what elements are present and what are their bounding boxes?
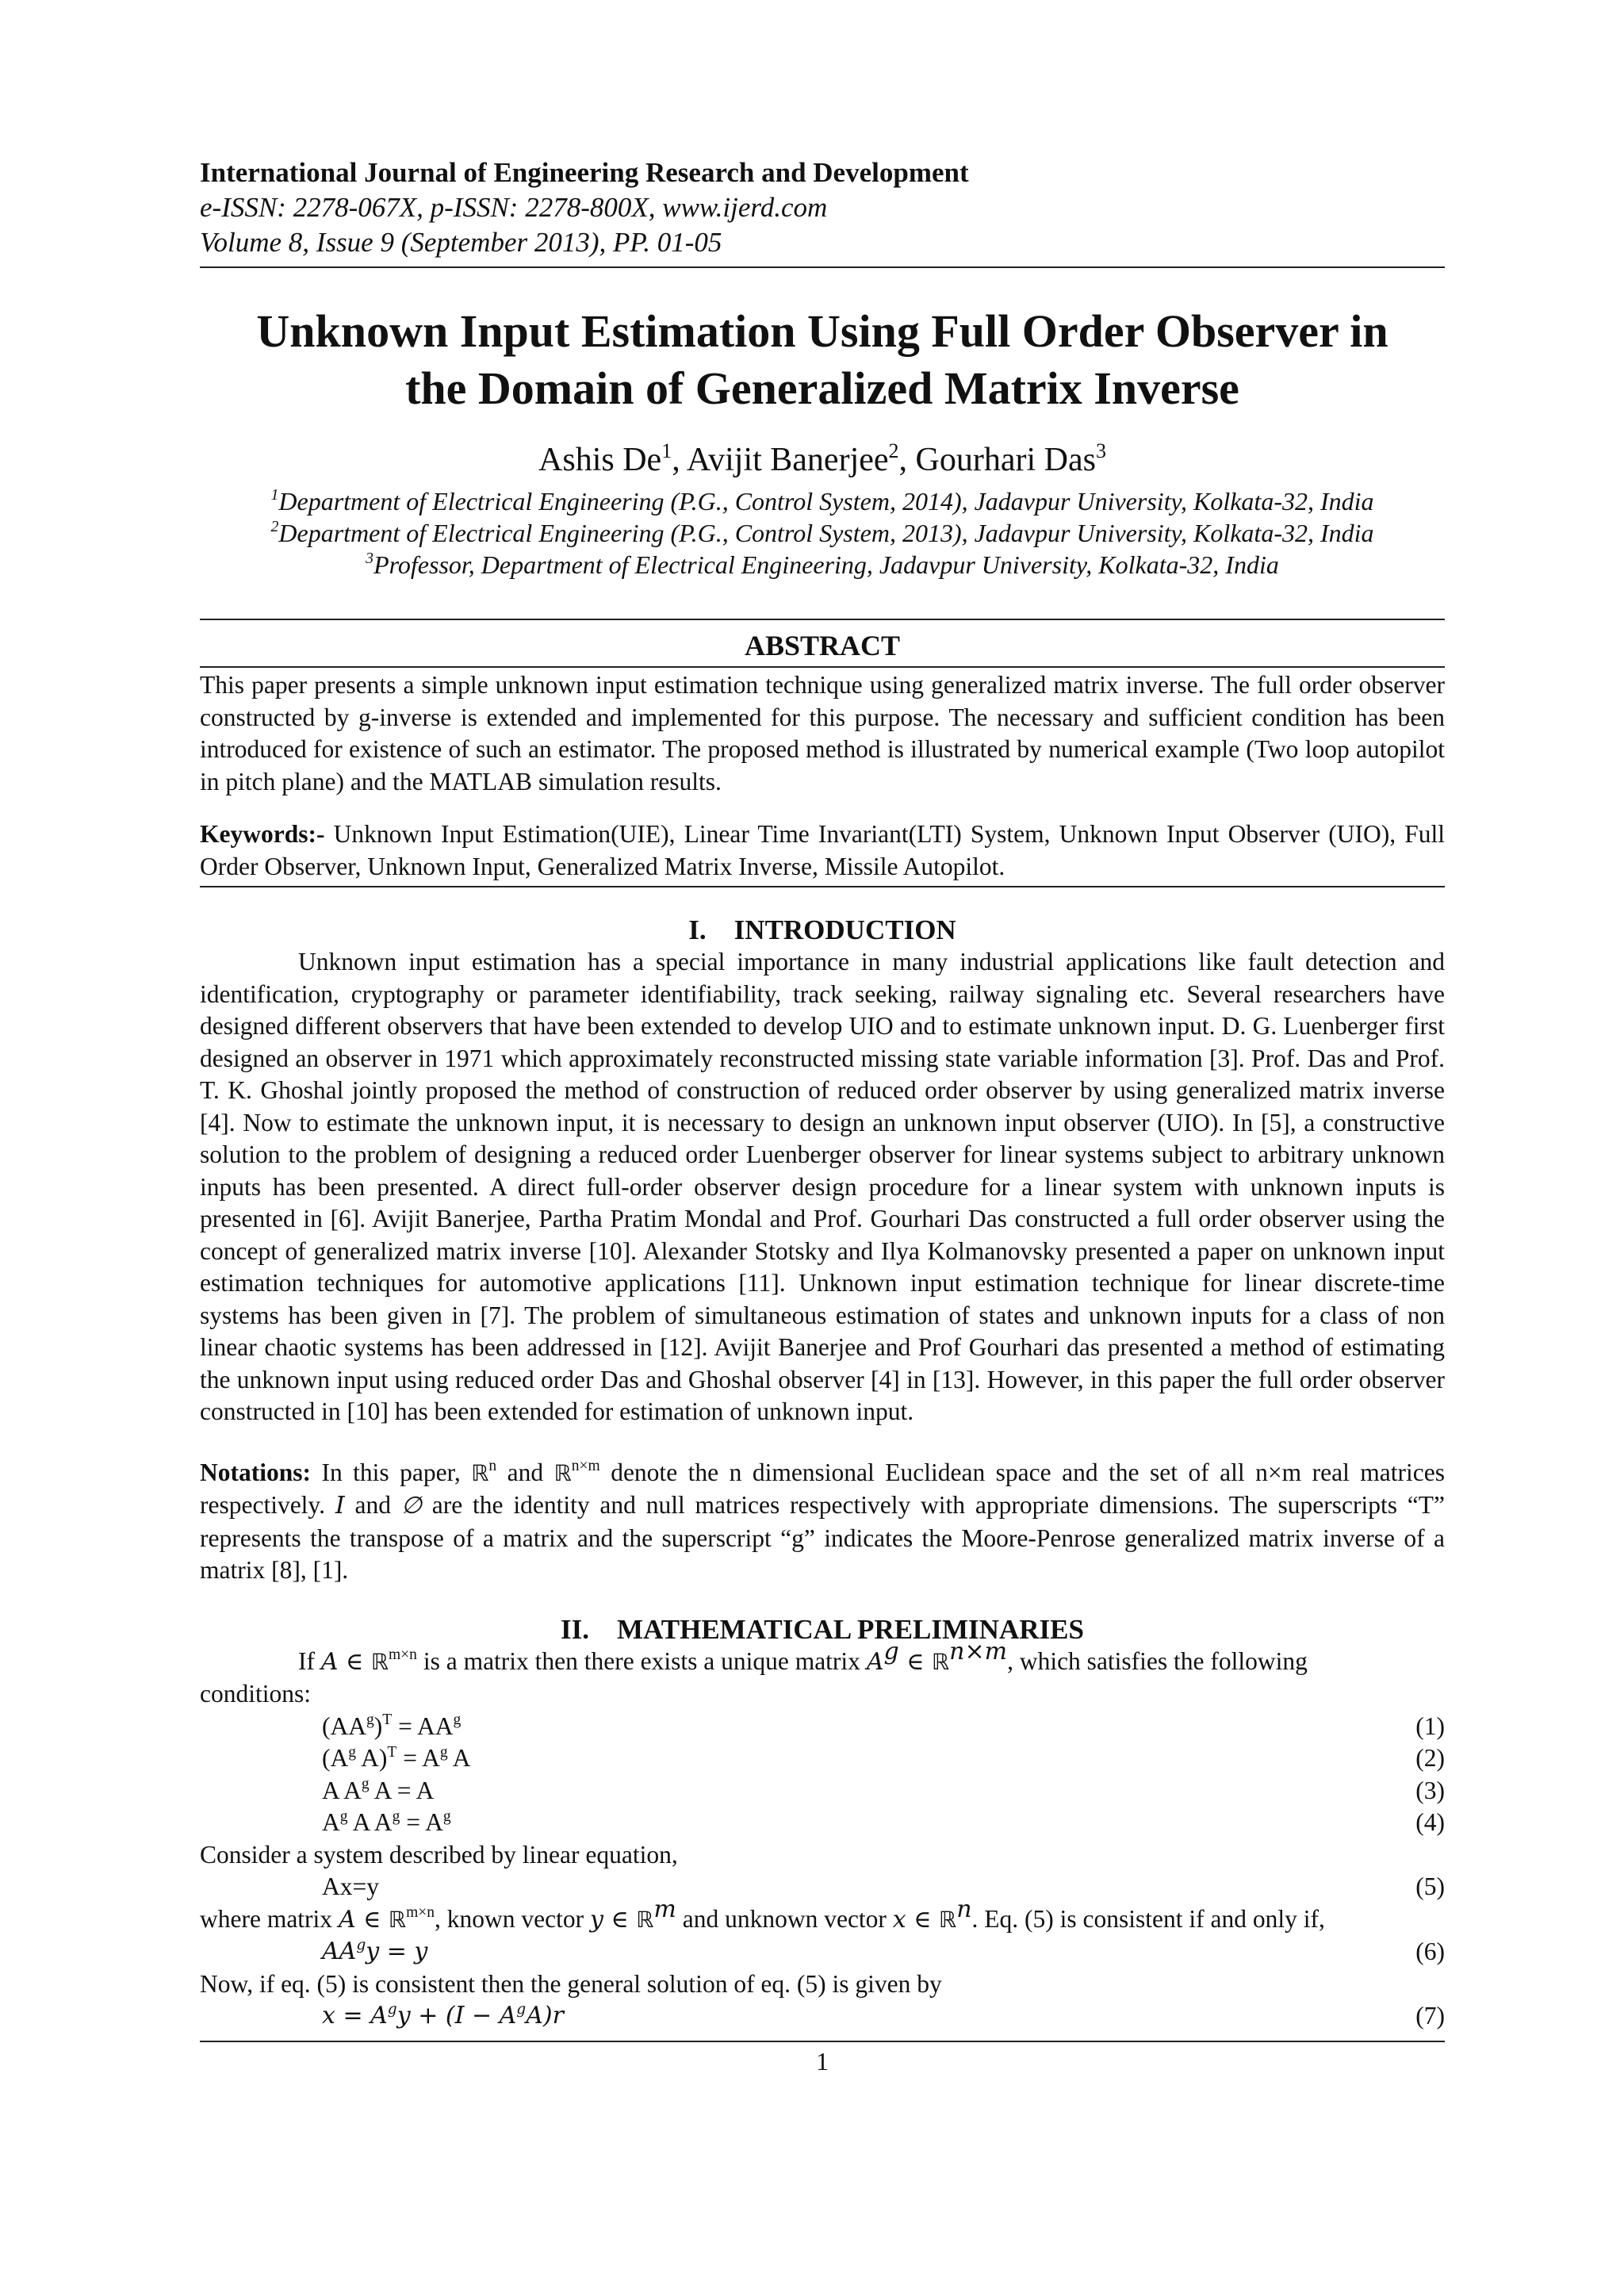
prelim-conditions-label: conditions: <box>200 1680 311 1708</box>
identity-symbol: I <box>335 1492 345 1520</box>
abstract-top-rule <box>200 619 1445 620</box>
affiliation <box>200 485 1445 517</box>
equation-number: (7) <box>1415 2002 1445 2030</box>
equation-number: (2) <box>1415 1744 1445 1772</box>
superscript: g <box>516 2001 527 2018</box>
author-name: Avijit Banerjee <box>686 442 889 478</box>
notations-text: and <box>344 1491 401 1519</box>
eq-part: = AA <box>392 1711 454 1740</box>
now-line: Now, if eq. (5) is consistent then the general solution of eq. (5) is given by <box>200 1969 942 1998</box>
math-text: ∈ <box>898 1647 932 1676</box>
affiliation-sup: 1 <box>270 486 279 504</box>
author-sup: 3 <box>1095 439 1106 462</box>
title-line-1: Unknown Input Estimation Using Full Order Observer in <box>256 305 1388 357</box>
eq-part: A <box>322 1808 340 1836</box>
abstract-bottom-rule <box>200 886 1445 887</box>
prelim-text: . Eq. (5) is consistent if and only if, <box>971 1904 1325 1933</box>
equation-6 <box>200 1936 1445 1968</box>
section-heading-preliminaries: II. MATHEMATICAL PRELIMINARIES <box>561 1613 1084 1645</box>
superscript: T <box>382 1711 393 1729</box>
math-text: A ∈ <box>320 1647 371 1676</box>
affiliation-text: Department of Electrical Engineering (P.G., Control System, 2013), Jadavpur University, Kolkata-32, India <box>278 519 1374 547</box>
superscript: g <box>348 1743 357 1761</box>
eq-part: A A <box>347 1808 393 1836</box>
equation-1 <box>200 1711 1445 1743</box>
superscript: g <box>387 2001 397 2018</box>
eq-part: A)r <box>526 2002 564 2030</box>
superscript: g <box>361 1776 370 1793</box>
superscript: m <box>653 1895 676 1923</box>
affiliation-list <box>200 485 1445 581</box>
superscript: g <box>883 1637 899 1665</box>
superscript: g <box>453 1711 462 1729</box>
abstract-text: This paper presents a simple unknown input estimation technique using generalized matrix inverse. The full order observer constructed by g-inverse is extended and implemented for this purpose. The necessary and sufficient condition has been introduced for existence of such an estimator. The proposed method is illustrated by numerical example (Two loop autopilot in pitch plane) and the MATLAB simulation results. <box>200 671 1445 795</box>
footer-rule <box>200 2041 1445 2042</box>
equation-number: (1) <box>1415 1711 1445 1740</box>
superscript: g <box>366 1711 374 1729</box>
math-text: y ∈ <box>589 1905 637 1934</box>
eq-part: y + (I − A <box>396 2002 517 2030</box>
real-space-symbol: ℝ <box>939 1906 957 1933</box>
equation-number: (5) <box>1415 1872 1445 1900</box>
author-list: Ashis De$^1$, Avijit Banerjee$^2$, Gourhari Das$^3$ <box>538 439 1106 478</box>
notations-text: In this paper, <box>311 1458 472 1486</box>
page-number: 1 <box>816 2046 829 2076</box>
prelim-text: is a matrix then there exists a unique matrix <box>416 1646 867 1675</box>
equation-3 <box>200 1775 1445 1807</box>
keywords-text: Unknown Input Estimation(UIE), Linear Time Invariant(LTI) System, Unknown Input Observer (UIO), Full Order Observer, Unknown Input, Generalized Matrix Inverse, Missile Autopilot. <box>200 820 1445 880</box>
prelim-text: and unknown vector <box>676 1904 893 1933</box>
paper-page <box>200 155 1445 2076</box>
superscript: n×m <box>949 1637 1008 1665</box>
paper-title <box>200 303 1445 417</box>
section-heading-introduction: I. INTRODUCTION <box>688 914 956 945</box>
eq-part: A) <box>356 1744 388 1772</box>
eq-part: = A <box>400 1808 443 1836</box>
eq-part: x = A <box>322 2002 388 2030</box>
null-symbol: ∅ <box>400 1492 422 1520</box>
real-space-symbol: ℝ <box>388 1906 407 1933</box>
abstract-heading: ABSTRACT <box>744 630 901 661</box>
superscript: g <box>339 1807 348 1825</box>
keywords-label: Keywords:- <box>200 820 325 848</box>
superscript: g <box>439 1743 448 1761</box>
superscript: g <box>356 1937 366 1954</box>
author-sup: 1 <box>661 439 672 462</box>
equation-number: (3) <box>1415 1776 1445 1804</box>
notations-text: are the identity and null matrices respectively with appropriate dimensions. The superscripts “T” represents the transpose of a matrix and the superscript “g” indicates the Moore-Penrose generalized matrix inverse of a matrix [8], [1]. <box>200 1491 1445 1584</box>
journal-header <box>200 155 1445 260</box>
math-text: A ∈ <box>338 1905 389 1934</box>
affiliation <box>200 517 1445 549</box>
header-rule <box>200 266 1445 268</box>
author-name: Gourhari Das <box>915 442 1096 478</box>
eq-part: Ax=y <box>322 1872 380 1900</box>
affiliation <box>200 549 1445 581</box>
eq-part: y = y <box>366 1938 428 1965</box>
math-text: x ∈ <box>892 1905 939 1934</box>
notations-text: and <box>496 1458 554 1486</box>
author-name: Ashis De <box>538 442 662 478</box>
superscript: T <box>387 1743 397 1761</box>
real-space-symbol: ℝ <box>931 1648 950 1675</box>
superscript: n×m <box>571 1458 600 1475</box>
prelim-text: , which satisfies the following <box>1007 1646 1308 1675</box>
superscript: g <box>442 1807 451 1825</box>
eq-part: A <box>447 1744 471 1772</box>
superscript: n <box>488 1458 497 1475</box>
journal-name: International Journal of Engineering Research and Development <box>200 157 969 188</box>
superscript: m×n <box>406 1904 435 1922</box>
eq-part: A A <box>322 1776 362 1804</box>
math-text: A <box>866 1647 884 1676</box>
notations-paragraph <box>200 1457 1445 1587</box>
real-space-symbol: ℝ <box>370 1648 389 1675</box>
author-sup: 2 <box>888 439 899 462</box>
prelim-text: where matrix <box>200 1904 339 1933</box>
notations-label: Notations: <box>200 1458 311 1486</box>
affiliation-sup: 2 <box>270 518 279 536</box>
introduction-text: Unknown input estimation has a special importance in many industrial applications like fault detection and identification, cryptography or parameter identifiability, track seeking, railway signaling etc. Several researchers have designed different observers that have been extended to develop UIO and to estimate unknown input. D. G. Luenberger first designed an observer in 1971 which approximately reconstructed missing state variable information [3]. Prof. Das and Prof. T. K. Ghoshal jointly proposed the method of construction of reduced order observer by using generalized matrix inverse [4]. Now to estimate the unknown input, it is necessary to design an unknown input observer (UIO). In [5], a constructive solution to the problem of designing a reduced order Luenberger observer for linear systems subject to arbitrary unknown inputs has been presented. A direct full-order observer design procedure for a linear system with unknown inputs is presented in [6]. Avijit Banerjee, Partha Pratim Mondal and Prof. Gourhari Das constructed a full order observer using the concept of generalized matrix inverse [10]. Alexander Stotsky and Ilya Kolmanovsky presented a paper on unknown input estimation techniques for automotive applications [11]. Unknown input estimation technique for linear discrete-time systems has been given in [7]. The problem of simultaneous estimation of states and unknown inputs for a class of non linear chaotic systems has been addressed in [12]. Avijit Banerjee and Prof Gourhari das presented a method of estimating the unknown input using reduced order Das and Ghoshal observer [4] in [13]. However, in this paper the full order observer constructed in [10] has been extended for estimation of unknown input. <box>200 948 1445 1425</box>
superscript: m×n <box>389 1646 417 1664</box>
equation-2 <box>200 1742 1445 1775</box>
equation-number: (4) <box>1415 1808 1445 1836</box>
affiliation-text: Department of Electrical Engineering (P.G., Control System, 2014), Jadavpur University, Kolkata-32, India <box>278 487 1374 516</box>
notations-text: denote the n dimensional Euclidean space and the set of all n×m real matrices respectively. <box>200 1458 1445 1519</box>
real-space-symbol: ℝ <box>636 1906 654 1933</box>
journal-issn: e-ISSN: 2278-067X, p-ISSN: 2278-800X, www.ijerd.com <box>200 192 828 223</box>
equation-5 <box>200 1871 1445 1903</box>
eq-part: (A <box>322 1744 349 1772</box>
eq-part: ) <box>373 1711 383 1740</box>
prelim-text: , known vector <box>435 1904 590 1933</box>
prelim-intro-line <box>200 1637 1445 1679</box>
real-space-symbol: ℝ <box>471 1459 489 1486</box>
superscript: n <box>956 1895 972 1923</box>
equation-7 <box>200 2000 1445 2033</box>
eq-part: AA <box>322 1938 357 1965</box>
journal-volume: Volume 8, Issue 9 (September 2013), PP. 01-05 <box>200 227 722 258</box>
eq-part: A = A <box>369 1776 435 1804</box>
affiliation-text: Professor, Department of Electrical Engineering, Jadavpur University, Kolkata-32, India <box>373 550 1279 579</box>
consider-line: Consider a system described by linear equation, <box>200 1840 678 1869</box>
equation-number: (6) <box>1415 1938 1445 1965</box>
equation-4 <box>200 1807 1445 1839</box>
keywords <box>200 818 1445 883</box>
affiliation-sup: 3 <box>366 550 374 568</box>
superscript: g <box>392 1807 400 1825</box>
abstract-heading-rule <box>200 666 1445 668</box>
eq-part: (AA <box>322 1711 366 1740</box>
title-line-2: the Domain of Generalized Matrix Inverse <box>405 362 1239 414</box>
prelim-text: If <box>298 1646 321 1675</box>
real-space-symbol: ℝ <box>553 1459 572 1486</box>
where-line <box>200 1895 1445 1937</box>
eq-part: = A <box>396 1744 440 1772</box>
